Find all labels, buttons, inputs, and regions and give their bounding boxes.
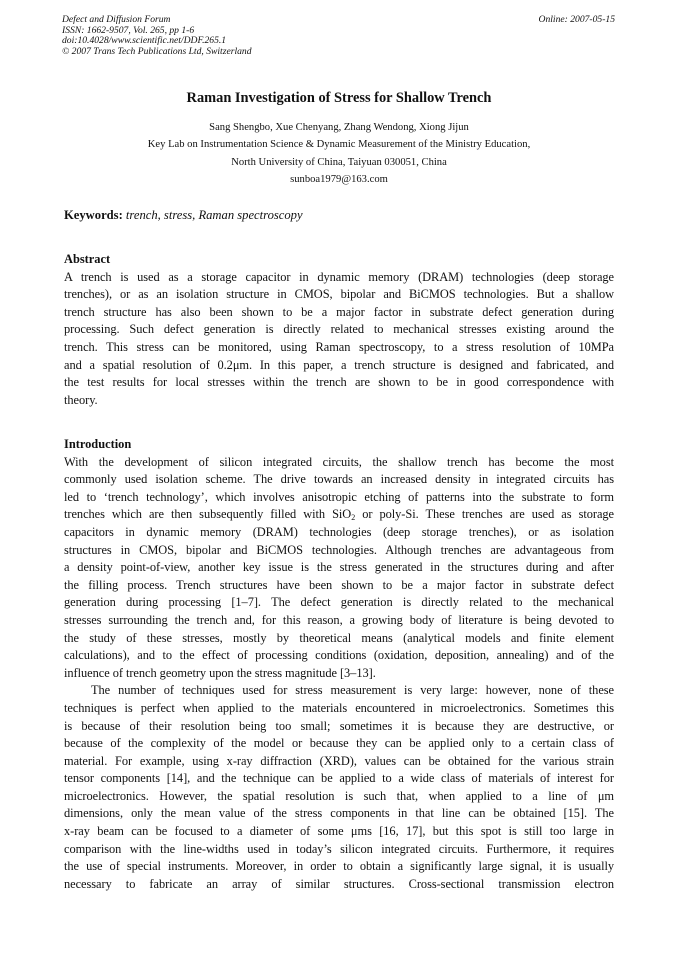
abstract-body	[64, 269, 614, 410]
text-line: A trench is used as a storage capacitor in dynamic memory (DRAM) technologies (deep storage	[64, 269, 614, 284]
text-line: influence of trench geometry upon the stress magnitude [3–13].	[64, 665, 376, 680]
journal-name: Defect and Diffusion Forum	[62, 14, 171, 25]
text-line: because of the complexity of the model or because they can be applied only to a certain class of	[64, 736, 614, 751]
text-line: trenches), or as an isolation structure in CMOS, bipolar and BiCMOS technologies. But a shallow	[64, 287, 614, 302]
text-line: commonly used isolation scheme. The drive towards an increased density in integrated circuits has	[64, 472, 614, 487]
text-line: theory.	[64, 392, 98, 407]
introduction-heading: Introduction	[64, 437, 132, 451]
introduction-paragraph-2	[64, 682, 614, 893]
text-line: capacitors in dynamic memory (DRAM) technologies (deep storage trenches), or as isolation	[64, 524, 614, 539]
text-line: material. For example, using x-ray diffraction (XRD), values can be obtained for the various strain	[64, 753, 614, 768]
text-line: led to ‘trench technology’, which involves anisotropic etching of patterns into the substrate to form	[64, 489, 614, 504]
authors: Sang Shengbo, Xue Chenyang, Zhang Wendong, Xiong Jijun	[209, 122, 469, 133]
text-line: is because of their resolution being too small; sometimes it is because they are destructive, or	[64, 718, 614, 733]
text-line: dimensions, only the mean value of the stress components in that line can be obtained [15]. The	[64, 806, 614, 821]
text-line: generation during processing [1–7]. The defect generation is directly related to the mechanical	[64, 595, 614, 610]
keywords	[64, 208, 303, 223]
text-line: trench structure has also been shown to be a major factor in substrate defect generation during	[64, 304, 614, 319]
keywords-label: Keywords:	[64, 208, 123, 222]
text-line: comparison with the line-widths used in today’s silicon integrated circuits. Furthermore, it requires	[64, 841, 614, 856]
copyright-line: © 2007 Trans Tech Publications Ltd, Switzerland	[62, 45, 252, 57]
doi-line: doi:10.4028/www.scientific.net/DDF.265.1	[62, 35, 227, 47]
abstract-section	[64, 251, 614, 409]
subscript: 2	[351, 513, 356, 523]
text-line: the test results for local stresses within the trench are shown to be in good correspondence with	[64, 375, 614, 390]
author-email: sunboa1979@163.com	[290, 173, 388, 185]
text-line: techniques is perfect when applied to the materials encountered in microelectronics. Sometimes this	[64, 700, 614, 715]
issn-line: ISSN: 1662-9507, Vol. 265, pp 1-6	[62, 24, 195, 36]
text-line: the study of these stresses, mostly by theoretical means (analytical models and finite element	[64, 630, 614, 645]
introduction-section	[64, 436, 614, 893]
text-line: and a spatial resolution of 0.2μm. In this paper, a trench structure is designed and fabricated, and	[64, 357, 614, 372]
affiliation-line-1: Key Lab on Instrumentation Science & Dynamic Measurement of the Ministry Education,	[147, 139, 531, 151]
text-line: stresses surrounding the trench and, for this reason, a growing body of literature is being devoted to	[64, 612, 614, 627]
text-line: tensor components [14], and the technique can be applied to a wide class of materials of interest for	[64, 771, 614, 786]
text-line: the filling process. Trench structures have been shown to be a major factor in substrate defect	[64, 577, 614, 592]
text-line: calculations), and to the effect of processing conditions (oxidation, deposition, annealing) and of the	[64, 648, 614, 663]
paper-title: Raman Investigation of Stress for Shallow Trench	[186, 90, 492, 106]
text-line: necessary to fabricate an array of similar structures. Cross-sectional transmission electron	[64, 876, 614, 891]
introduction-paragraph-1	[64, 454, 614, 683]
affiliation-line-2: North University of China, Taiyuan 030051, China	[231, 156, 447, 168]
author-block	[0, 119, 678, 188]
text-line: a density point-of-view, another key issue is the stress generated in the structures during and after	[64, 560, 614, 575]
text-line: x-ray beam can be focused to a diameter of some μms [16, 17], but this spot is still too large in	[64, 824, 614, 839]
text-line-with-subscript	[64, 506, 614, 524]
text-line: trench. This stress can be monitored, using Raman spectroscopy, to a stress resolution of 10MPa	[64, 339, 614, 354]
text-fragment: trenches which are then subsequently filled with SiO	[64, 507, 352, 522]
text-line: The number of techniques used for stress measurement is very large: however, none of these	[91, 683, 614, 698]
journal-header	[62, 15, 252, 57]
text-line: structures in CMOS, bipolar and BiCMOS technologies. Although trenches are advantageous from	[64, 542, 614, 557]
text-line: With the development of silicon integrated circuits, the shallow trench has become the most	[64, 454, 614, 469]
text-fragment: or poly-Si. These trenches are used as storage	[355, 507, 615, 522]
text-line: microelectronics. However, the spatial resolution is such that, when applied to a line of μm	[64, 788, 614, 803]
text-line: the use of special instruments. Moreover, in order to obtain a significantly large signal, it is usually	[64, 859, 614, 874]
online-date: Online: 2007-05-15	[538, 14, 615, 25]
keywords-text: trench, stress, Raman spectroscopy	[125, 208, 303, 222]
text-line: processing. Such defect generation is directly related to mechanical stresses existing around the	[64, 322, 614, 337]
abstract-heading: Abstract	[64, 252, 111, 266]
